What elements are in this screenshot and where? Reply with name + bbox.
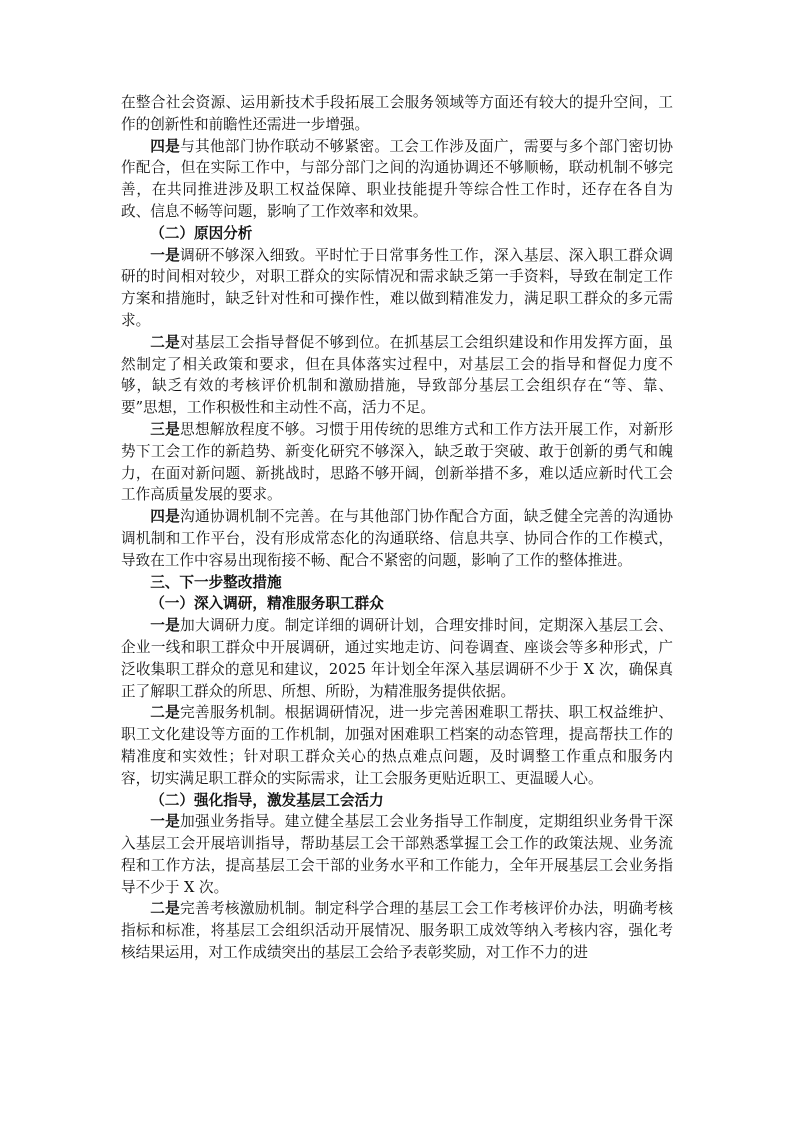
paragraph-text: 加强业务指导。建立健全基层工会业务指导工作制度，定期组织业务骨干深入基层工会开展培训指导，帮助基层工会干部熟悉掌握工会工作的政策法规、业务流程和工作方法，提高基层工会干部的业务水平和工作能力，全年开展基层工会业务指导不少于 X 次。 [121, 813, 673, 896]
paragraph-text: 对基层工会指导督促不够到位。在抓基层工会组织建设和作用发挥方面，虽然制定了相关政策和要求，但在具体落实过程中，对基层工会的指导和督促力度不够，缺乏有效的考核评价机制和激励措施，导致部分基层工会组织存在“等、靠、要”思想，工作积极性和主动性不高，活力不足。 [121, 333, 673, 417]
paragraph-continuation [121, 92, 673, 136]
heading-text: （二）原因分析 [150, 224, 253, 242]
paragraph-lead: 一是 [150, 246, 181, 264]
heading-text: （一）深入调研，精准服务职工群众 [150, 595, 384, 613]
paragraph-cause-1 [121, 245, 673, 332]
paragraph-text: 完善考核激励机制。制定科学合理的基层工会工作考核评价办法，明确考核指标和标准，将基层工会组织活动开展情况、服务职工成效等纳入考核内容，强化考核结果运用，对工作成绩突出的基层工会给予表彰奖励，对工作不力的进 [121, 900, 673, 962]
paragraph-lead: 四是 [150, 137, 181, 155]
paragraph-lead: 四是 [150, 508, 181, 526]
paragraph-problem-4 [121, 136, 673, 223]
paragraph-cause-2 [121, 332, 673, 419]
paragraph-text: 沟通协调机制不完善。在与其他部门协作配合方面，缺乏健全完善的沟通协调机制和工作平台，没有形成常态化的沟通联络、信息共享、协同合作的工作模式，导致在工作中容易出现衔接不畅、配合不紧密的问题，影响了工作的整体推进。 [121, 508, 673, 569]
paragraph-cause-4 [121, 506, 673, 571]
paragraph-lead: 三是 [150, 420, 181, 438]
paragraph-measure-1-2 [121, 702, 673, 789]
paragraph-text: 在整合社会资源、运用新技术手段拓展工会服务领域等方面还有较大的提升空间，工作的创新性和前瞻性还需进一步增强。 [121, 94, 673, 133]
paragraph-cause-3 [121, 419, 673, 506]
paragraph-text: 与其他部门协作联动不够紧密。工会工作涉及面广，需要与多个部门密切协作配合，但在实际工作中，与部分部门之间的沟通协调还不够顺畅，联动机制不够完善，在共同推进涉及职工权益保障、职业技能提升等综合性工作时，还存在各自为政、信息不畅等问题，影响了工作效率和效果。 [121, 137, 673, 220]
paragraph-measure-2-1 [121, 811, 673, 898]
paragraph-lead: 二是 [150, 333, 181, 351]
paragraph-lead: 一是 [150, 617, 181, 635]
paragraph-text: 加大调研力度。制定详细的调研计划，合理安排时间，定期深入基层工会、企业一线和职工群众中开展调研，通过实地走访、问卷调查、座谈会等多种形式，广泛收集职工群众的意见和建议，2025 年计划全年深入基层调研不少于 X 次，确保真正了解职工群众的所思、所想、所盼，为精准服务提供依据。 [121, 617, 673, 700]
document-body [121, 92, 673, 964]
heading-text: （二）强化指导，激发基层工会活力 [150, 791, 384, 809]
paragraph-measure-2-2 [121, 898, 673, 963]
paragraph-lead: 一是 [150, 813, 181, 831]
section-heading-guidance [121, 790, 673, 812]
paragraph-lead: 二是 [150, 704, 181, 722]
paragraph-text: 调研不够深入细致。平时忙于日常事务性工作，深入基层、深入职工群众调研的时间相对较少，对职工群众的实际情况和需求缺乏第一手资料，导致在制定工作方案和措施时，缺乏针对性和可操作性，难以做到精准发力，满足职工群众的多元需求。 [121, 246, 673, 329]
paragraph-lead: 二是 [150, 900, 181, 918]
section-heading-next-steps [121, 572, 673, 594]
section-heading-research-service [121, 593, 673, 615]
paragraph-text: 思想解放程度不够。习惯于用传统的思维方式和工作方法开展工作，对新形势下工会工作的新趋势、新变化研究不够深入，缺乏敢于突破、敢于创新的勇气和魄力，在面对新问题、新挑战时，思路不够开阔，创新举措不多，难以适应新时代工会工作高质量发展的要求。 [121, 420, 673, 504]
section-heading-cause-analysis [121, 223, 673, 245]
paragraph-measure-1-1 [121, 615, 673, 702]
heading-text: 三、下一步整改措施 [150, 573, 282, 591]
paragraph-text: 完善服务机制。根据调研情况，进一步完善困难职工帮扶、职工权益维护、职工文化建设等方面的工作机制，加强对困难职工档案的动态管理，提高帮扶工作的精准度和实效性；针对职工群众关心的热点难点问题，及时调整工作重点和服务内容，切实满足职工群众的实际需求，让工会服务更贴近职工、更温暖人心。 [121, 704, 673, 787]
